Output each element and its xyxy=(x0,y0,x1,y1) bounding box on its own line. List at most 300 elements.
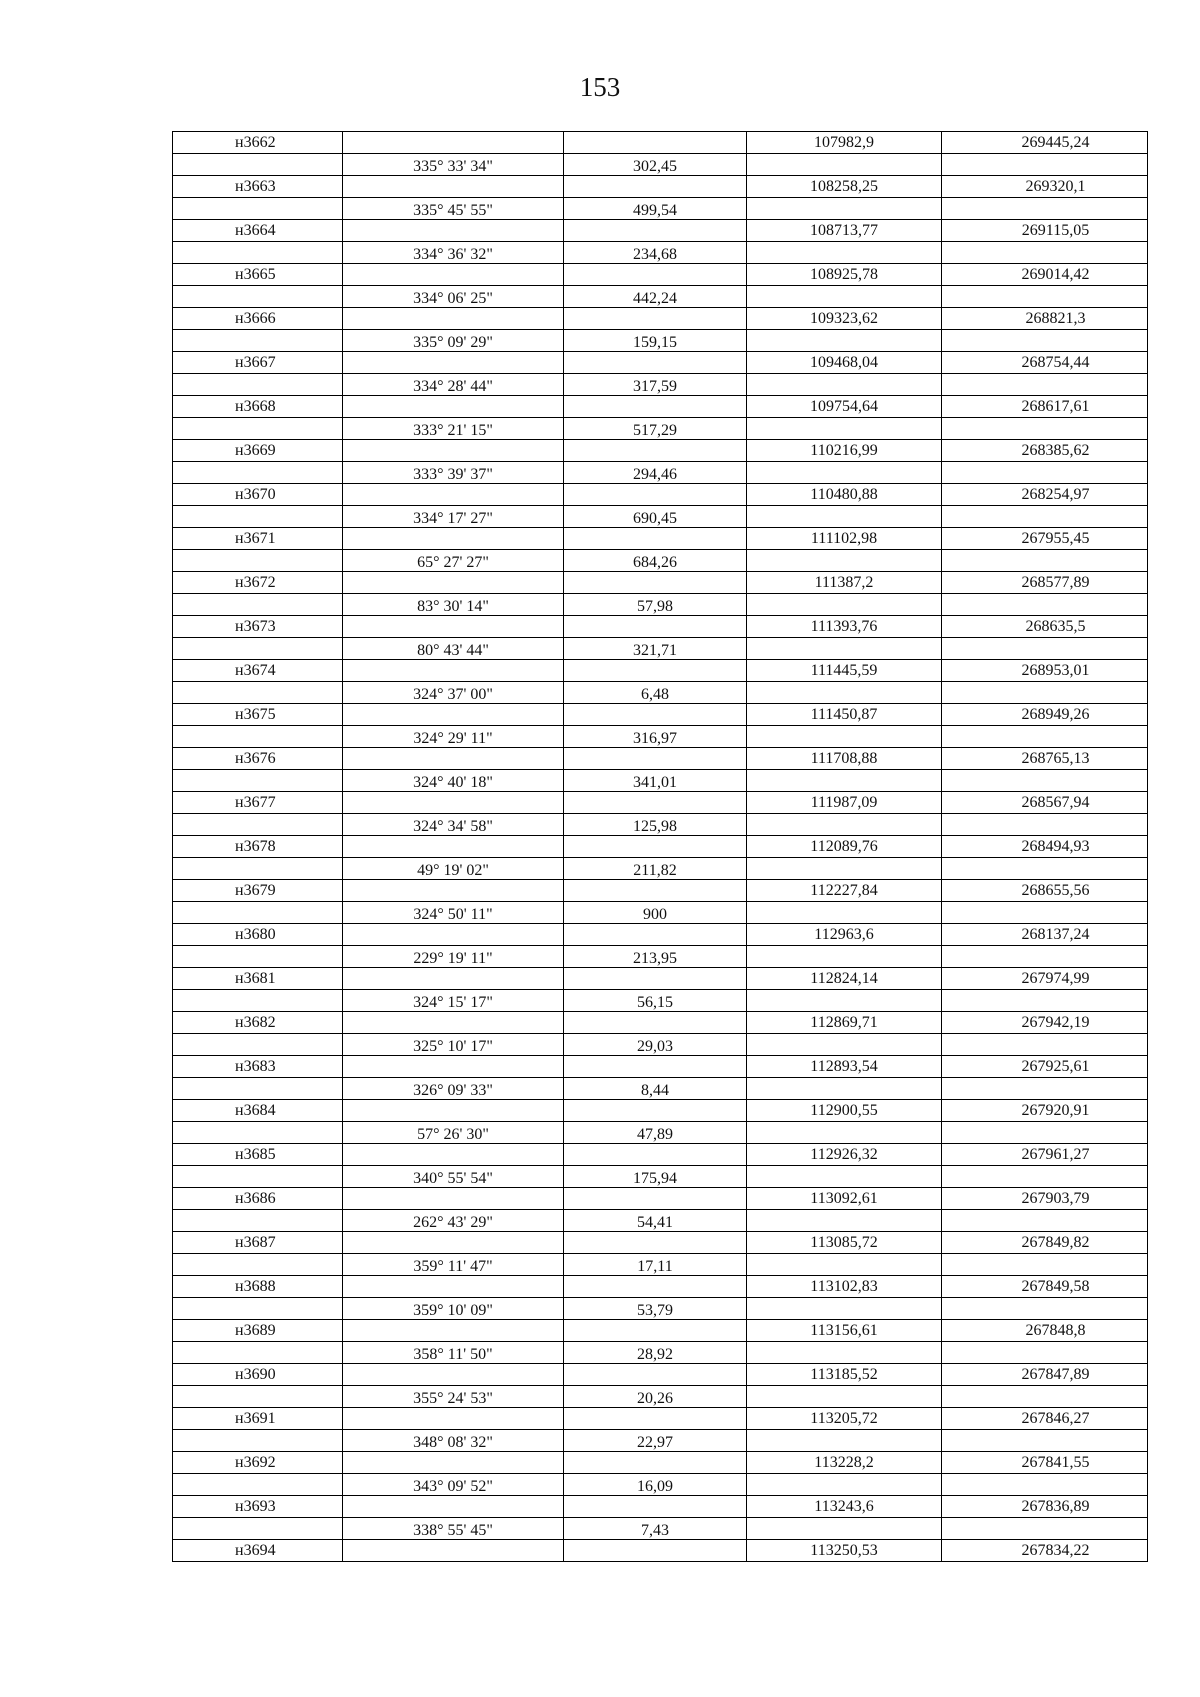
direction-angle-cell: 358° 11' 50" xyxy=(343,1342,564,1364)
segment-length-cell: 213,95 xyxy=(564,946,747,968)
x-coordinate-cell: 108713,77 xyxy=(747,220,942,242)
x-coordinate-cell xyxy=(747,1210,942,1232)
segment-length-cell xyxy=(564,1540,747,1562)
segment-row xyxy=(173,770,1148,792)
point-name-cell xyxy=(173,1298,343,1320)
segment-row xyxy=(173,858,1148,880)
segment-length-cell: 53,79 xyxy=(564,1298,747,1320)
point-name-cell xyxy=(173,1034,343,1056)
direction-angle-cell xyxy=(343,1540,564,1562)
y-coordinate-cell: 268567,94 xyxy=(942,792,1148,814)
point-row xyxy=(173,572,1148,594)
direction-angle-cell: 340° 55' 54" xyxy=(343,1166,564,1188)
point-name-cell: н3678 xyxy=(173,836,343,858)
segment-length-cell: 690,45 xyxy=(564,506,747,528)
y-coordinate-cell xyxy=(942,990,1148,1012)
y-coordinate-cell xyxy=(942,946,1148,968)
direction-angle-cell: 348° 08' 32" xyxy=(343,1430,564,1452)
x-coordinate-cell: 109323,62 xyxy=(747,308,942,330)
y-coordinate-cell: 267847,89 xyxy=(942,1364,1148,1386)
y-coordinate-cell xyxy=(942,638,1148,660)
y-coordinate-cell xyxy=(942,770,1148,792)
direction-angle-cell xyxy=(343,1276,564,1298)
point-name-cell: н3663 xyxy=(173,176,343,198)
x-coordinate-cell xyxy=(747,946,942,968)
y-coordinate-cell: 268577,89 xyxy=(942,572,1148,594)
segment-length-cell: 16,09 xyxy=(564,1474,747,1496)
segment-length-cell: 125,98 xyxy=(564,814,747,836)
direction-angle-cell xyxy=(343,704,564,726)
direction-angle-cell: 335° 45' 55" xyxy=(343,198,564,220)
y-coordinate-cell: 267925,61 xyxy=(942,1056,1148,1078)
direction-angle-cell: 338° 55' 45" xyxy=(343,1518,564,1540)
direction-angle-cell: 324° 34' 58" xyxy=(343,814,564,836)
point-row xyxy=(173,352,1148,374)
segment-row xyxy=(173,1122,1148,1144)
point-name-cell xyxy=(173,814,343,836)
point-row xyxy=(173,528,1148,550)
x-coordinate-cell xyxy=(747,242,942,264)
direction-angle-cell xyxy=(343,308,564,330)
x-coordinate-cell xyxy=(747,506,942,528)
x-coordinate-cell xyxy=(747,594,942,616)
y-coordinate-cell xyxy=(942,1078,1148,1100)
y-coordinate-cell xyxy=(942,1386,1148,1408)
point-row xyxy=(173,968,1148,990)
direction-angle-cell xyxy=(343,924,564,946)
y-coordinate-cell xyxy=(942,814,1148,836)
segment-length-cell xyxy=(564,704,747,726)
point-name-cell xyxy=(173,374,343,396)
point-row xyxy=(173,484,1148,506)
y-coordinate-cell: 268617,61 xyxy=(942,396,1148,418)
direction-angle-cell: 83° 30' 14" xyxy=(343,594,564,616)
segment-row xyxy=(173,1342,1148,1364)
x-coordinate-cell: 113185,52 xyxy=(747,1364,942,1386)
point-row xyxy=(173,396,1148,418)
direction-angle-cell: 355° 24' 53" xyxy=(343,1386,564,1408)
direction-angle-cell xyxy=(343,616,564,638)
segment-length-cell xyxy=(564,1496,747,1518)
y-coordinate-cell: 267848,8 xyxy=(942,1320,1148,1342)
x-coordinate-cell: 111987,09 xyxy=(747,792,942,814)
direction-angle-cell: 65° 27' 27" xyxy=(343,550,564,572)
segment-length-cell xyxy=(564,1056,747,1078)
segment-length-cell: 302,45 xyxy=(564,154,747,176)
y-coordinate-cell xyxy=(942,374,1148,396)
x-coordinate-cell xyxy=(747,1034,942,1056)
segment-row xyxy=(173,506,1148,528)
segment-row xyxy=(173,902,1148,924)
y-coordinate-cell xyxy=(942,1298,1148,1320)
x-coordinate-cell: 111445,59 xyxy=(747,660,942,682)
x-coordinate-cell xyxy=(747,198,942,220)
point-name-cell xyxy=(173,1518,343,1540)
point-name-cell: н3692 xyxy=(173,1452,343,1474)
y-coordinate-cell: 268655,56 xyxy=(942,880,1148,902)
direction-angle-cell: 359° 11' 47" xyxy=(343,1254,564,1276)
point-name-cell xyxy=(173,594,343,616)
segment-length-cell: 517,29 xyxy=(564,418,747,440)
point-name-cell: н3666 xyxy=(173,308,343,330)
point-row xyxy=(173,1496,1148,1518)
point-name-cell xyxy=(173,330,343,352)
direction-angle-cell: 325° 10' 17" xyxy=(343,1034,564,1056)
y-coordinate-cell xyxy=(942,242,1148,264)
direction-angle-cell xyxy=(343,528,564,550)
y-coordinate-cell: 268635,5 xyxy=(942,616,1148,638)
y-coordinate-cell xyxy=(942,1166,1148,1188)
y-coordinate-cell xyxy=(942,1122,1148,1144)
segment-length-cell xyxy=(564,572,747,594)
x-coordinate-cell xyxy=(747,418,942,440)
point-name-cell: н3677 xyxy=(173,792,343,814)
segment-length-cell: 316,97 xyxy=(564,726,747,748)
point-row xyxy=(173,836,1148,858)
x-coordinate-cell xyxy=(747,1254,942,1276)
point-row xyxy=(173,1276,1148,1298)
segment-row xyxy=(173,814,1148,836)
x-coordinate-cell: 113156,61 xyxy=(747,1320,942,1342)
x-coordinate-cell: 112869,71 xyxy=(747,1012,942,1034)
y-coordinate-cell xyxy=(942,1474,1148,1496)
point-row xyxy=(173,1188,1148,1210)
segment-length-cell xyxy=(564,1144,747,1166)
segment-length-cell xyxy=(564,484,747,506)
direction-angle-cell: 333° 39' 37" xyxy=(343,462,564,484)
y-coordinate-cell: 268254,97 xyxy=(942,484,1148,506)
x-coordinate-cell xyxy=(747,1386,942,1408)
x-coordinate-cell xyxy=(747,770,942,792)
point-row xyxy=(173,176,1148,198)
point-name-cell: н3662 xyxy=(173,132,343,154)
segment-length-cell: 442,24 xyxy=(564,286,747,308)
y-coordinate-cell: 269445,24 xyxy=(942,132,1148,154)
segment-row xyxy=(173,1254,1148,1276)
x-coordinate-cell xyxy=(747,902,942,924)
point-row xyxy=(173,616,1148,638)
y-coordinate-cell xyxy=(942,1342,1148,1364)
point-name-cell: н3673 xyxy=(173,616,343,638)
segment-length-cell xyxy=(564,1100,747,1122)
segment-length-cell: 317,59 xyxy=(564,374,747,396)
x-coordinate-cell: 113250,53 xyxy=(747,1540,942,1562)
segment-length-cell: 28,92 xyxy=(564,1342,747,1364)
y-coordinate-cell: 268754,44 xyxy=(942,352,1148,374)
segment-length-cell xyxy=(564,880,747,902)
segment-length-cell xyxy=(564,264,747,286)
segment-length-cell: 175,94 xyxy=(564,1166,747,1188)
segment-row xyxy=(173,1078,1148,1100)
point-name-cell xyxy=(173,1078,343,1100)
x-coordinate-cell xyxy=(747,1166,942,1188)
point-name-cell xyxy=(173,154,343,176)
segment-length-cell: 29,03 xyxy=(564,1034,747,1056)
segment-row xyxy=(173,418,1148,440)
x-coordinate-cell: 110480,88 xyxy=(747,484,942,506)
x-coordinate-cell: 108258,25 xyxy=(747,176,942,198)
direction-angle-cell xyxy=(343,1012,564,1034)
y-coordinate-cell: 268953,01 xyxy=(942,660,1148,682)
segment-row xyxy=(173,1298,1148,1320)
point-name-cell: н3691 xyxy=(173,1408,343,1430)
point-name-cell xyxy=(173,1386,343,1408)
point-row xyxy=(173,1540,1148,1562)
segment-length-cell: 341,01 xyxy=(564,770,747,792)
segment-row xyxy=(173,1430,1148,1452)
x-coordinate-cell: 113243,6 xyxy=(747,1496,942,1518)
point-name-cell xyxy=(173,638,343,660)
segment-length-cell: 6,48 xyxy=(564,682,747,704)
x-coordinate-cell xyxy=(747,682,942,704)
segment-length-cell: 211,82 xyxy=(564,858,747,880)
point-name-cell xyxy=(173,858,343,880)
y-coordinate-cell: 268385,62 xyxy=(942,440,1148,462)
point-name-cell: н3668 xyxy=(173,396,343,418)
point-name-cell: н3688 xyxy=(173,1276,343,1298)
y-coordinate-cell xyxy=(942,594,1148,616)
y-coordinate-cell xyxy=(942,330,1148,352)
y-coordinate-cell xyxy=(942,1518,1148,1540)
x-coordinate-cell xyxy=(747,1122,942,1144)
segment-row xyxy=(173,286,1148,308)
x-coordinate-cell: 109468,04 xyxy=(747,352,942,374)
x-coordinate-cell xyxy=(747,286,942,308)
direction-angle-cell xyxy=(343,132,564,154)
x-coordinate-cell xyxy=(747,1474,942,1496)
segment-length-cell: 499,54 xyxy=(564,198,747,220)
y-coordinate-cell xyxy=(942,1034,1148,1056)
point-row xyxy=(173,880,1148,902)
segment-length-cell: 17,11 xyxy=(564,1254,747,1276)
y-coordinate-cell xyxy=(942,418,1148,440)
x-coordinate-cell: 111708,88 xyxy=(747,748,942,770)
point-row xyxy=(173,748,1148,770)
table-body xyxy=(173,132,1148,1562)
segment-length-cell xyxy=(564,1012,747,1034)
segment-row xyxy=(173,550,1148,572)
point-row xyxy=(173,792,1148,814)
point-name-cell xyxy=(173,1430,343,1452)
point-row xyxy=(173,264,1148,286)
direction-angle-cell: 334° 17' 27" xyxy=(343,506,564,528)
segment-length-cell: 57,98 xyxy=(564,594,747,616)
point-name-cell xyxy=(173,1254,343,1276)
segment-length-cell xyxy=(564,1232,747,1254)
y-coordinate-cell xyxy=(942,1254,1148,1276)
direction-angle-cell xyxy=(343,1188,564,1210)
x-coordinate-cell: 111102,98 xyxy=(747,528,942,550)
point-name-cell xyxy=(173,506,343,528)
point-name-cell: н3667 xyxy=(173,352,343,374)
segment-row xyxy=(173,154,1148,176)
y-coordinate-cell: 268137,24 xyxy=(942,924,1148,946)
y-coordinate-cell: 267961,27 xyxy=(942,1144,1148,1166)
x-coordinate-cell xyxy=(747,154,942,176)
point-name-cell xyxy=(173,682,343,704)
y-coordinate-cell: 267834,22 xyxy=(942,1540,1148,1562)
segment-length-cell xyxy=(564,132,747,154)
point-name-cell: н3693 xyxy=(173,1496,343,1518)
direction-angle-cell: 333° 21' 15" xyxy=(343,418,564,440)
segment-row xyxy=(173,594,1148,616)
direction-angle-cell: 335° 33' 34" xyxy=(343,154,564,176)
y-coordinate-cell xyxy=(942,506,1148,528)
segment-length-cell xyxy=(564,836,747,858)
point-name-cell xyxy=(173,242,343,264)
direction-angle-cell: 359° 10' 09" xyxy=(343,1298,564,1320)
direction-angle-cell: 335° 09' 29" xyxy=(343,330,564,352)
direction-angle-cell xyxy=(343,220,564,242)
y-coordinate-cell: 267903,79 xyxy=(942,1188,1148,1210)
y-coordinate-cell xyxy=(942,1210,1148,1232)
direction-angle-cell xyxy=(343,572,564,594)
segment-length-cell xyxy=(564,616,747,638)
y-coordinate-cell: 267920,91 xyxy=(942,1100,1148,1122)
point-name-cell xyxy=(173,418,343,440)
point-row xyxy=(173,1232,1148,1254)
point-name-cell: н3679 xyxy=(173,880,343,902)
segment-length-cell: 8,44 xyxy=(564,1078,747,1100)
point-name-cell xyxy=(173,1210,343,1232)
segment-length-cell xyxy=(564,176,747,198)
x-coordinate-cell xyxy=(747,638,942,660)
point-name-cell: н3689 xyxy=(173,1320,343,1342)
y-coordinate-cell xyxy=(942,550,1148,572)
point-name-cell: н3690 xyxy=(173,1364,343,1386)
x-coordinate-cell: 113102,83 xyxy=(747,1276,942,1298)
point-name-cell: н3671 xyxy=(173,528,343,550)
segment-length-cell xyxy=(564,748,747,770)
segment-length-cell xyxy=(564,792,747,814)
segment-row xyxy=(173,1034,1148,1056)
x-coordinate-cell xyxy=(747,550,942,572)
point-name-cell xyxy=(173,462,343,484)
segment-row xyxy=(173,1474,1148,1496)
segment-row xyxy=(173,1166,1148,1188)
x-coordinate-cell xyxy=(747,1430,942,1452)
direction-angle-cell: 334° 06' 25" xyxy=(343,286,564,308)
segment-length-cell xyxy=(564,1320,747,1342)
segment-length-cell xyxy=(564,1452,747,1474)
point-name-cell xyxy=(173,550,343,572)
direction-angle-cell xyxy=(343,792,564,814)
point-row xyxy=(173,1408,1148,1430)
x-coordinate-cell: 112900,55 xyxy=(747,1100,942,1122)
segment-length-cell: 294,46 xyxy=(564,462,747,484)
x-coordinate-cell xyxy=(747,374,942,396)
direction-angle-cell: 229° 19' 11" xyxy=(343,946,564,968)
point-row xyxy=(173,132,1148,154)
y-coordinate-cell xyxy=(942,858,1148,880)
point-name-cell: н3684 xyxy=(173,1100,343,1122)
segment-row xyxy=(173,330,1148,352)
x-coordinate-cell: 112963,6 xyxy=(747,924,942,946)
point-name-cell: н3681 xyxy=(173,968,343,990)
y-coordinate-cell xyxy=(942,154,1148,176)
segment-length-cell: 56,15 xyxy=(564,990,747,1012)
direction-angle-cell: 334° 36' 32" xyxy=(343,242,564,264)
y-coordinate-cell xyxy=(942,462,1148,484)
segment-length-cell: 159,15 xyxy=(564,330,747,352)
direction-angle-cell xyxy=(343,352,564,374)
direction-angle-cell xyxy=(343,1408,564,1430)
x-coordinate-cell: 109754,64 xyxy=(747,396,942,418)
segment-length-cell: 234,68 xyxy=(564,242,747,264)
x-coordinate-cell: 111393,76 xyxy=(747,616,942,638)
segment-length-cell xyxy=(564,660,747,682)
page-number: 153 xyxy=(579,72,621,102)
segment-length-cell xyxy=(564,396,747,418)
point-name-cell xyxy=(173,1166,343,1188)
point-name-cell xyxy=(173,990,343,1012)
y-coordinate-cell: 268821,3 xyxy=(942,308,1148,330)
point-row xyxy=(173,924,1148,946)
point-row xyxy=(173,660,1148,682)
segment-row xyxy=(173,682,1148,704)
y-coordinate-cell: 267846,27 xyxy=(942,1408,1148,1430)
segment-length-cell xyxy=(564,220,747,242)
point-name-cell: н3675 xyxy=(173,704,343,726)
direction-angle-cell xyxy=(343,396,564,418)
point-row xyxy=(173,1452,1148,1474)
y-coordinate-cell: 268494,93 xyxy=(942,836,1148,858)
y-coordinate-cell: 268765,13 xyxy=(942,748,1148,770)
direction-angle-cell xyxy=(343,484,564,506)
point-row xyxy=(173,1056,1148,1078)
direction-angle-cell xyxy=(343,1232,564,1254)
segment-length-cell xyxy=(564,1364,747,1386)
direction-angle-cell xyxy=(343,836,564,858)
point-name-cell: н3680 xyxy=(173,924,343,946)
y-coordinate-cell xyxy=(942,1430,1148,1452)
point-name-cell xyxy=(173,902,343,924)
x-coordinate-cell: 113092,61 xyxy=(747,1188,942,1210)
x-coordinate-cell: 108925,78 xyxy=(747,264,942,286)
point-name-cell xyxy=(173,1342,343,1364)
segment-length-cell: 684,26 xyxy=(564,550,747,572)
point-row xyxy=(173,1320,1148,1342)
x-coordinate-cell xyxy=(747,990,942,1012)
y-coordinate-cell xyxy=(942,198,1148,220)
direction-angle-cell: 57° 26' 30" xyxy=(343,1122,564,1144)
segment-row xyxy=(173,198,1148,220)
segment-length-cell: 20,26 xyxy=(564,1386,747,1408)
point-name-cell: н3682 xyxy=(173,1012,343,1034)
y-coordinate-cell: 267849,82 xyxy=(942,1232,1148,1254)
segment-row xyxy=(173,1210,1148,1232)
x-coordinate-cell xyxy=(747,462,942,484)
y-coordinate-cell: 267974,99 xyxy=(942,968,1148,990)
point-name-cell xyxy=(173,726,343,748)
y-coordinate-cell xyxy=(942,286,1148,308)
y-coordinate-cell xyxy=(942,726,1148,748)
segment-length-cell xyxy=(564,968,747,990)
point-name-cell xyxy=(173,1122,343,1144)
point-name-cell: н3669 xyxy=(173,440,343,462)
x-coordinate-cell: 112089,76 xyxy=(747,836,942,858)
direction-angle-cell: 334° 28' 44" xyxy=(343,374,564,396)
y-coordinate-cell xyxy=(942,902,1148,924)
y-coordinate-cell: 269115,05 xyxy=(942,220,1148,242)
point-name-cell: н3683 xyxy=(173,1056,343,1078)
direction-angle-cell: 80° 43' 44" xyxy=(343,638,564,660)
direction-angle-cell: 262° 43' 29" xyxy=(343,1210,564,1232)
x-coordinate-cell: 110216,99 xyxy=(747,440,942,462)
direction-angle-cell xyxy=(343,1100,564,1122)
x-coordinate-cell xyxy=(747,1298,942,1320)
x-coordinate-cell xyxy=(747,726,942,748)
